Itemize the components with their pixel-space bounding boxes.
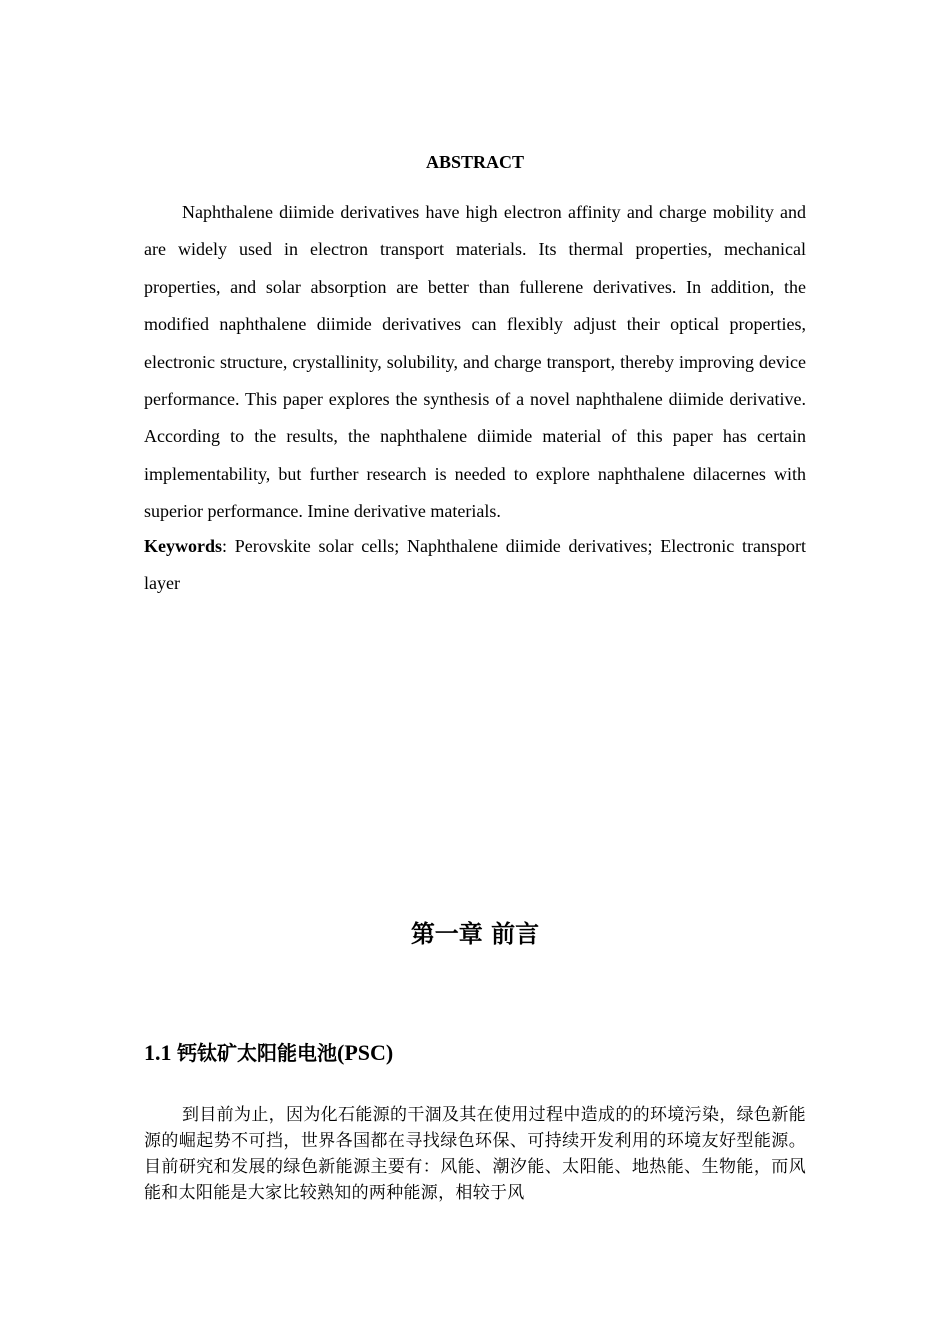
keywords-separator: : xyxy=(222,536,228,556)
keywords-label: Keywords xyxy=(144,536,222,556)
section-number: 1.1 xyxy=(144,1040,172,1065)
abstract-paragraph: Naphthalene diimide derivatives have high electron affinity and charge mobility and are widely used in electron transport materials. Its thermal properties, mechanical properties, and solar absorption are better than fullerene derivatives. In addition, the modified naphthalene diimide derivatives can flexibly adjust their optical properties, electronic structure, crystallinity, solubility, and charge transport, thereby improving device performance. This paper explores the synthesis of a novel naphthalene diimide derivative. According to the results, the naphthalene diimide material of this paper has certain implementability, but further research is needed to explore naphthalene dilacernes with superior performance. Imine derivative materials. xyxy=(144,202,806,522)
abstract-heading: ABSTRACT xyxy=(425,152,525,172)
section-title-text: 钙钛矿太阳能电池 xyxy=(177,1041,337,1065)
section-paragraph: 到目前为止，因为化石能源的干涸及其在使用过程中造成的的环境污染，绿色新能源的崛起势不可挡，世界各国都在寻找绿色环保、可持续开发利用的环境友好型能源。目前研究和发展的绿色新能源主要有：风能、潮汐能、太阳能、地热能、生物能，而风能和太阳能是大家比较熟知的两种能源，相较于风 xyxy=(144,1105,806,1203)
section-heading xyxy=(144,1038,806,1068)
keywords-text: Perovskite solar cells; Naphthalene diimide derivatives; Electronic transport layer xyxy=(144,536,806,594)
section-title-suffix: (PSC) xyxy=(337,1040,394,1065)
keywords-line xyxy=(144,528,806,603)
chapter-heading: 第一章 前言 xyxy=(410,920,540,948)
